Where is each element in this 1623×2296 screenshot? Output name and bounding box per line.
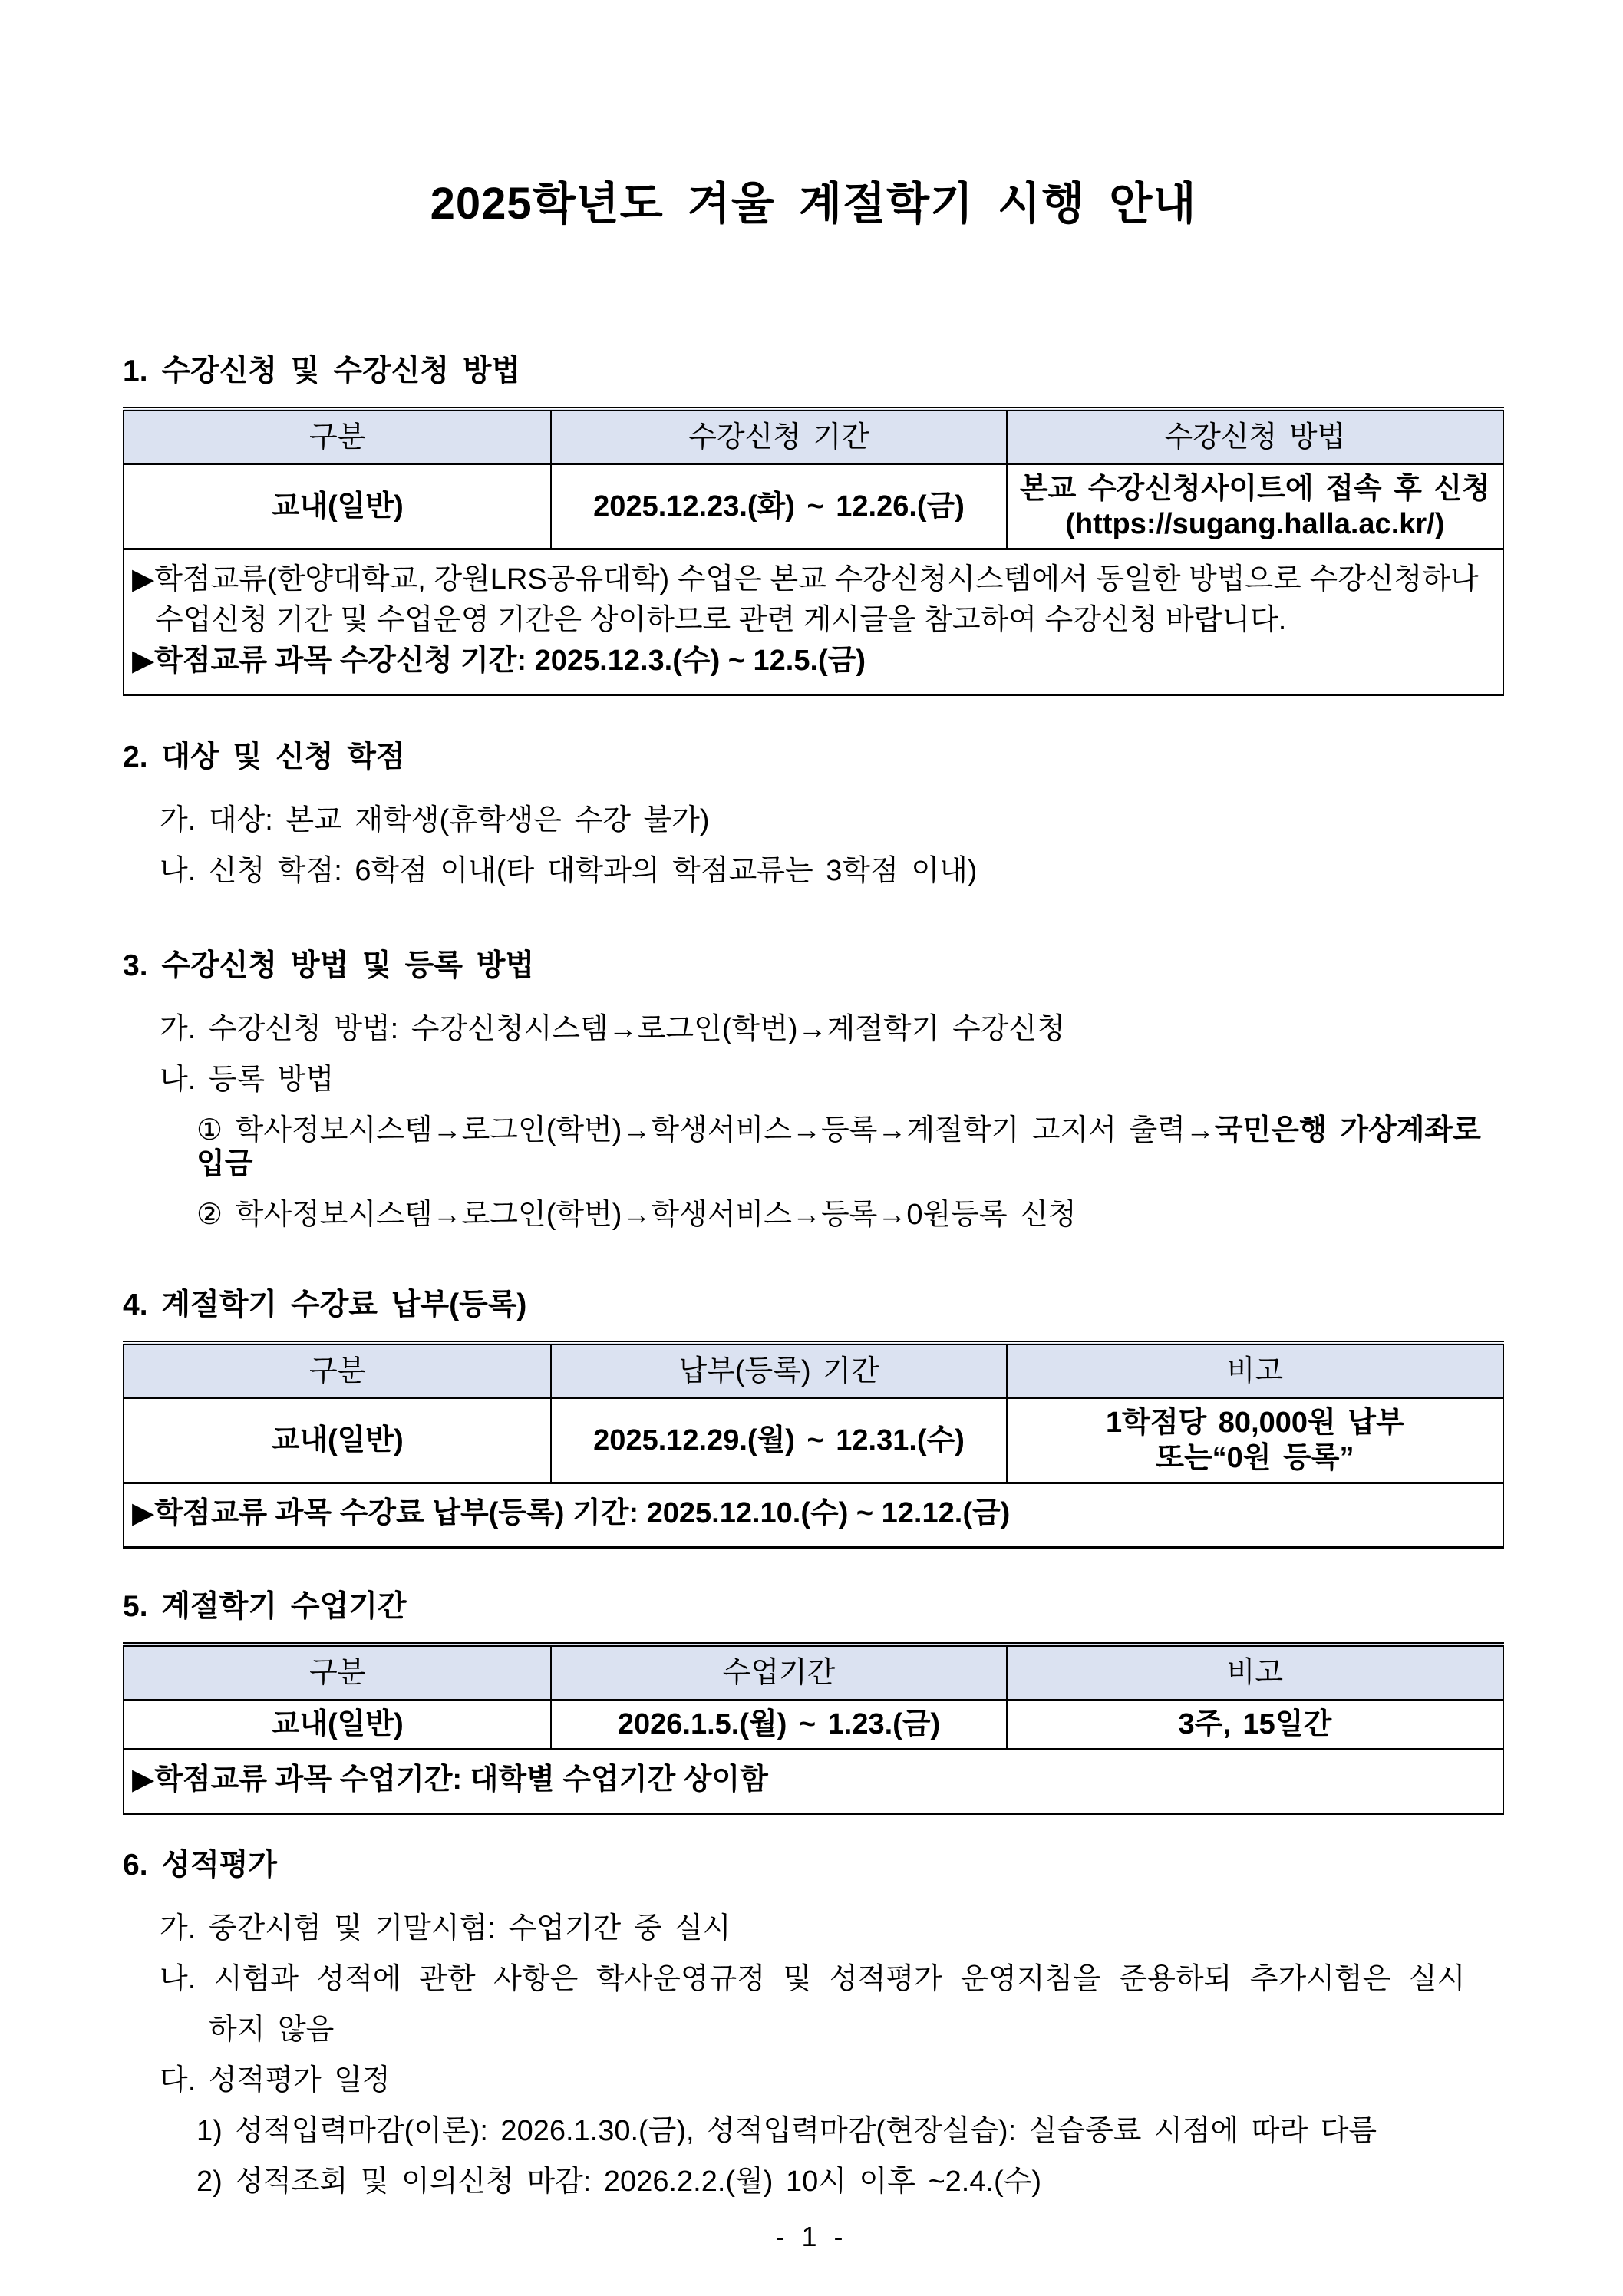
- col-header-method: 수강신청 방법: [1007, 409, 1503, 464]
- cell-duration: 3주, 15일간: [1007, 1700, 1503, 1750]
- table-row: [124, 464, 1503, 549]
- note-exchange-payment-period: ▶학점교류 과목 수강료 납부(등록) 기간: 2025.12.10.(수) ~ 12.12.(금): [132, 1497, 1011, 1529]
- table-row: [124, 1398, 1503, 1483]
- cell-category: 교내(일반): [124, 1398, 551, 1483]
- note-exchange-class-period: ▶학점교류 과목 수업기간: 대학별 수업기간 상이함: [132, 1763, 768, 1796]
- zero-won-registration: 또는“0원 등록”: [1156, 1442, 1354, 1474]
- section3-item-registration: 나. 등록 방법: [160, 1064, 335, 1096]
- cell-category: 교내(일반): [124, 1700, 551, 1750]
- section3-sub-step1: [123, 1113, 1504, 1181]
- cell-class-period: 2026.1.5.(월) ~ 1.23.(금): [551, 1700, 1006, 1750]
- section3-heading: 3. 수강신청 방법 및 등록 방법: [123, 949, 535, 982]
- method-line1: 본교 수강신청사이트에 접속 후 신청: [1019, 473, 1490, 505]
- class-period-table: [123, 1642, 1504, 1815]
- col-header-remark: 비고: [1007, 1644, 1503, 1700]
- note-credit-exchange-period: ▶학점교류 과목 수강신청 기간: 2025.12.3.(수) ~ 12.5.(금): [132, 645, 866, 677]
- note-credit-exchange-line1: ▶학점교류(한양대학교, 강원LRS공유대학) 수업은 본교 수강신청시스템에서 동일한 방법으로 수강신청하나: [132, 563, 1479, 595]
- col-header-remark: 비고: [1007, 1343, 1503, 1398]
- enrollment-table: [123, 407, 1504, 696]
- section2-item-target: 가. 대상: 본교 재학생(휴학생은 수강 불가): [160, 804, 710, 836]
- col-header-class-period: 수업기간: [551, 1644, 1006, 1700]
- col-header-category: 구분: [124, 409, 551, 464]
- cell-method: [1007, 464, 1503, 549]
- section6-item-exams: 가. 중간시험 및 기말시험: 수업기간 중 실시: [160, 1912, 731, 1945]
- page-number: - 1 -: [775, 2221, 848, 2252]
- section3-sub-step2: ② 학사정보시스템→로그인(학번)→학생서비스→등록→0원등록 신청: [196, 1199, 1077, 1231]
- section6-item-schedule: 다. 성적평가 일정: [160, 2064, 391, 2096]
- section4-heading: 4. 계절학기 수강료 납부(등록): [123, 1288, 527, 1321]
- table-note-row: [124, 1483, 1503, 1548]
- cell-period: 2025.12.23.(화) ~ 12.26.(금): [551, 464, 1006, 549]
- payment-table: [123, 1341, 1504, 1549]
- section6-sub-grade-deadline: 1) 성적입력마감(이론): 2026.1.30.(금), 성적입력마감(현장실습): 실습종료 시점에 따라 다름: [196, 2115, 1377, 2147]
- col-header-period: 수강신청 기간: [551, 409, 1006, 464]
- section6-heading: 6. 성적평가: [123, 1849, 278, 1882]
- step1-bank-deposit-bold: 국민은행 가상계좌로 입금: [196, 1114, 1481, 1180]
- note-credit-exchange-line2: 수업신청 기간 및 수업운영 기간은 상이하므로 관련 게시글을 참고하여 수강신청 바랍니다.: [155, 604, 1287, 636]
- tuition-per-credit: 1학점당 80,000원 납부: [1105, 1407, 1404, 1439]
- col-header-category: 구분: [124, 1343, 551, 1398]
- cell-remark: [1007, 1398, 1503, 1483]
- section3-item-method: 가. 수강신청 방법: 수강신청시스템→로그인(학번)→계절학기 수강신청: [160, 1013, 1065, 1045]
- cell-category: 교내(일반): [124, 464, 551, 549]
- table-note-row: [124, 549, 1503, 695]
- col-header-payment-period: 납부(등록) 기간: [551, 1343, 1006, 1398]
- section5-heading: 5. 계절학기 수업기간: [123, 1590, 407, 1623]
- section2-item-credits: 나. 신청 학점: 6학점 이내(타 대학과의 학점교류는 3학점 이내): [160, 855, 978, 887]
- cell-payment-period: 2025.12.29.(월) ~ 12.31.(수): [551, 1398, 1006, 1483]
- section6-item-grading-rule-line1: 나. 시험과 성적에 관한 사항은 학사운영규정 및 성적평가 운영지침을 준용하되 추가시험은 실시: [160, 1963, 1466, 1995]
- section2-heading: 2. 대상 및 신청 학점: [123, 741, 405, 774]
- section1-heading: 1. 수강신청 및 수강신청 방법: [123, 355, 521, 388]
- enrollment-url: (https://sugang.halla.ac.kr/): [1065, 508, 1445, 540]
- table-header-row: [124, 1644, 1503, 1700]
- step1-text: ① 학사정보시스템→로그인(학번)→학생서비스→등록→계절학기 고지서 출력→: [196, 1114, 1215, 1146]
- table-header-row: [124, 1343, 1503, 1398]
- table-note-row: [124, 1750, 1503, 1814]
- page-title: 2025학년도 겨울 계절학기 시행 안내: [430, 179, 1197, 229]
- col-header-category: 구분: [124, 1644, 551, 1700]
- section6-sub-grade-review: 2) 성적조회 및 이의신청 마감: 2026.2.2.(월) 10시 이후 ~2.4.(수): [196, 2166, 1042, 2198]
- table-row: [124, 1700, 1503, 1750]
- section6-item-grading-rule-line2: 하지 않음: [209, 2014, 335, 2046]
- table-header-row: [124, 409, 1503, 464]
